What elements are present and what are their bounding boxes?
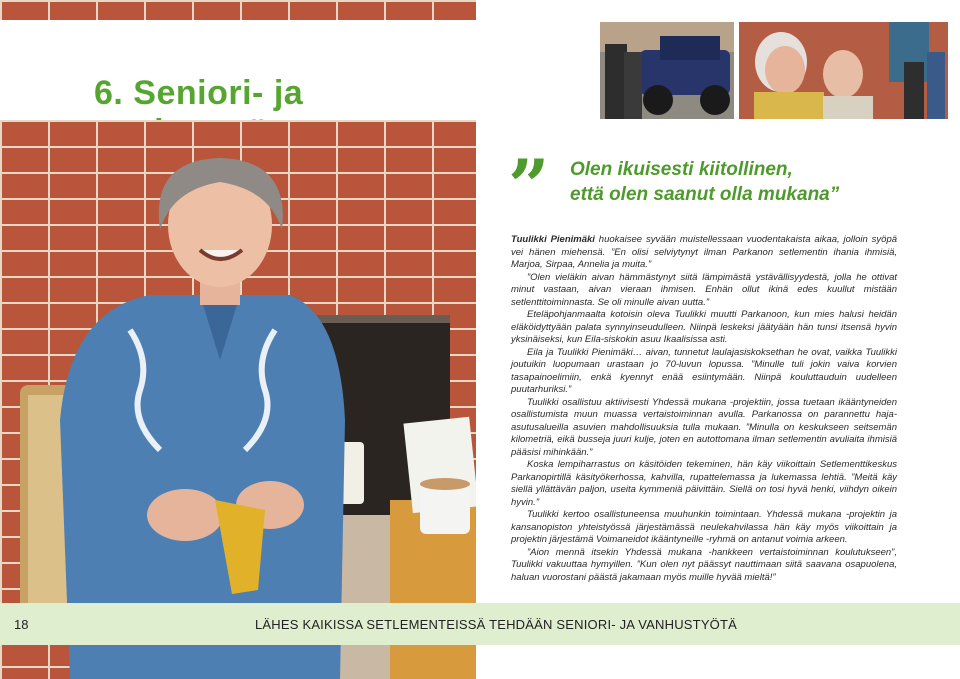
article-paragraph: Tuulikki Pienimäki huokaisee syvään muistellessaan vuodentakaista aikaa, jolloin syöpä vei hänen miehensä. ”En olisi selviytynyt ilman Parkanon setlementin ihania ihmisiä, Marjoa, Sirpaa, Annelia ja muita.” [511, 234, 898, 270]
article-paragraph: Eila ja Tuulikki Pienimäki… aivan, tunnetut laulajasiskoksethan he ovat, vaikka Tuulikki joutuikin luopumaan urastaan jo 70-luvun lopussa. ”Minulle tuli jokin vaiva korvien tasapainoelimiin, enkä kyennyt enää esiintymään. Niinpä kouluttauduin uudelleen puutarhuriksi.” [511, 346, 897, 395]
article-paragraph: ”Aion mennä itsekin Yhdessä mukana -hankkeen vertaistoiminnan koulutukseen”, Tuulikki vakuuttaa hymyillen. ”Kun olen nyt päässyt nauttimaan siitä saavana osapuolena, haluan vuorostani päästä jakamaan myös muille hyvää mieltä!” [511, 546, 897, 583]
article-paragraph: ”Olen vieläkin aivan hämmästynyt siitä lämpimästä ystävällisyydestä, jolla he ottivat minut vastaan, aivan vieraan ihmisen. Enhän ollut ikinä edes kuullut mistään setlenttitoiminnasta. Se oli minulle aivan uutta.” [511, 271, 897, 308]
portrait-illustration [0, 120, 476, 679]
pull-quote-line2: että olen saanut olla mukana” [570, 184, 840, 205]
portrait-photo [0, 120, 476, 679]
title-band [0, 20, 476, 120]
article-paragraph: Koska lempiharrastus on käsitöiden tekeminen, hän käy viikoittain Setlementtikeskus Parkanopirtillä käsityökerhossa, kahvilla, rupattelemassa ja lukemassa lehtiä. ”Meitä käy siellä yllättävän paljon, useita kymmeniä päivittäin. Siellä on tosi hyvä henki, viihdyn oikein hyvin.” [511, 459, 897, 508]
footer-running-title: LÄHES KAIKISSA SETLEMENTEISSÄ TEHDÄÄN SENIORI- JA VANHUSTYÖTÄ [255, 617, 738, 632]
quote-mark-icon: ” [508, 143, 550, 228]
article-paragraph: Eteläpohjanmaalta kotoisin oleva Tuulikki muutti Parkanoon, kun mies halusi heidän eläköidyttyään palata synnyinseudulleen. Niinpä leskeksi jäätyään hän tunsi itsensä hyvin yksinäiseksi, kun Eila-siskokin asuu Ikaalisissa asti. [511, 309, 897, 345]
person-name: Tuulikki Pienimäki [511, 234, 595, 245]
article-paragraph: Tuulikki osallistuu aktiivisesti Yhdessä mukana -projektiin, jossa tuetaan ikääntyneiden osallistumista muun muassa vertaistoiminnan avulla. Parkanossa on parannettu haja-asutusalueilla asuvien mahdollisuuksia tulla mukaan. ”Minulla on keskukseen seitsemän kilometriä, eikä busseja juuri kulje, joten en autottomana ilman setlementin avuliaita ihmisiä pääsisi mihinkään.” [511, 396, 897, 458]
article-body [511, 234, 897, 584]
page-title: 6. Seniori- ja [94, 74, 304, 112]
article-paragraph: Tuulikki kertoo osallistuneensa muuhunkin toimintaan. Yhdessä mukana -projektin ja kansanopiston yhteistyössä järjestämässä neulekahvilassa hän käy myös viikoittain ja projektin järjestämä Voimaneidot ikääntyneille -ryhmä on antanut voimia arkeen. [511, 509, 897, 545]
pull-quote [570, 157, 940, 207]
footer-band [0, 603, 960, 645]
photo-seniors-group [739, 22, 948, 119]
photo-top-strip [0, 0, 476, 20]
pull-quote-line1: Olen ikuisesti kiitollinen, [570, 159, 793, 180]
page-number: 18 [14, 617, 29, 632]
photo-vintage-car [600, 22, 734, 119]
